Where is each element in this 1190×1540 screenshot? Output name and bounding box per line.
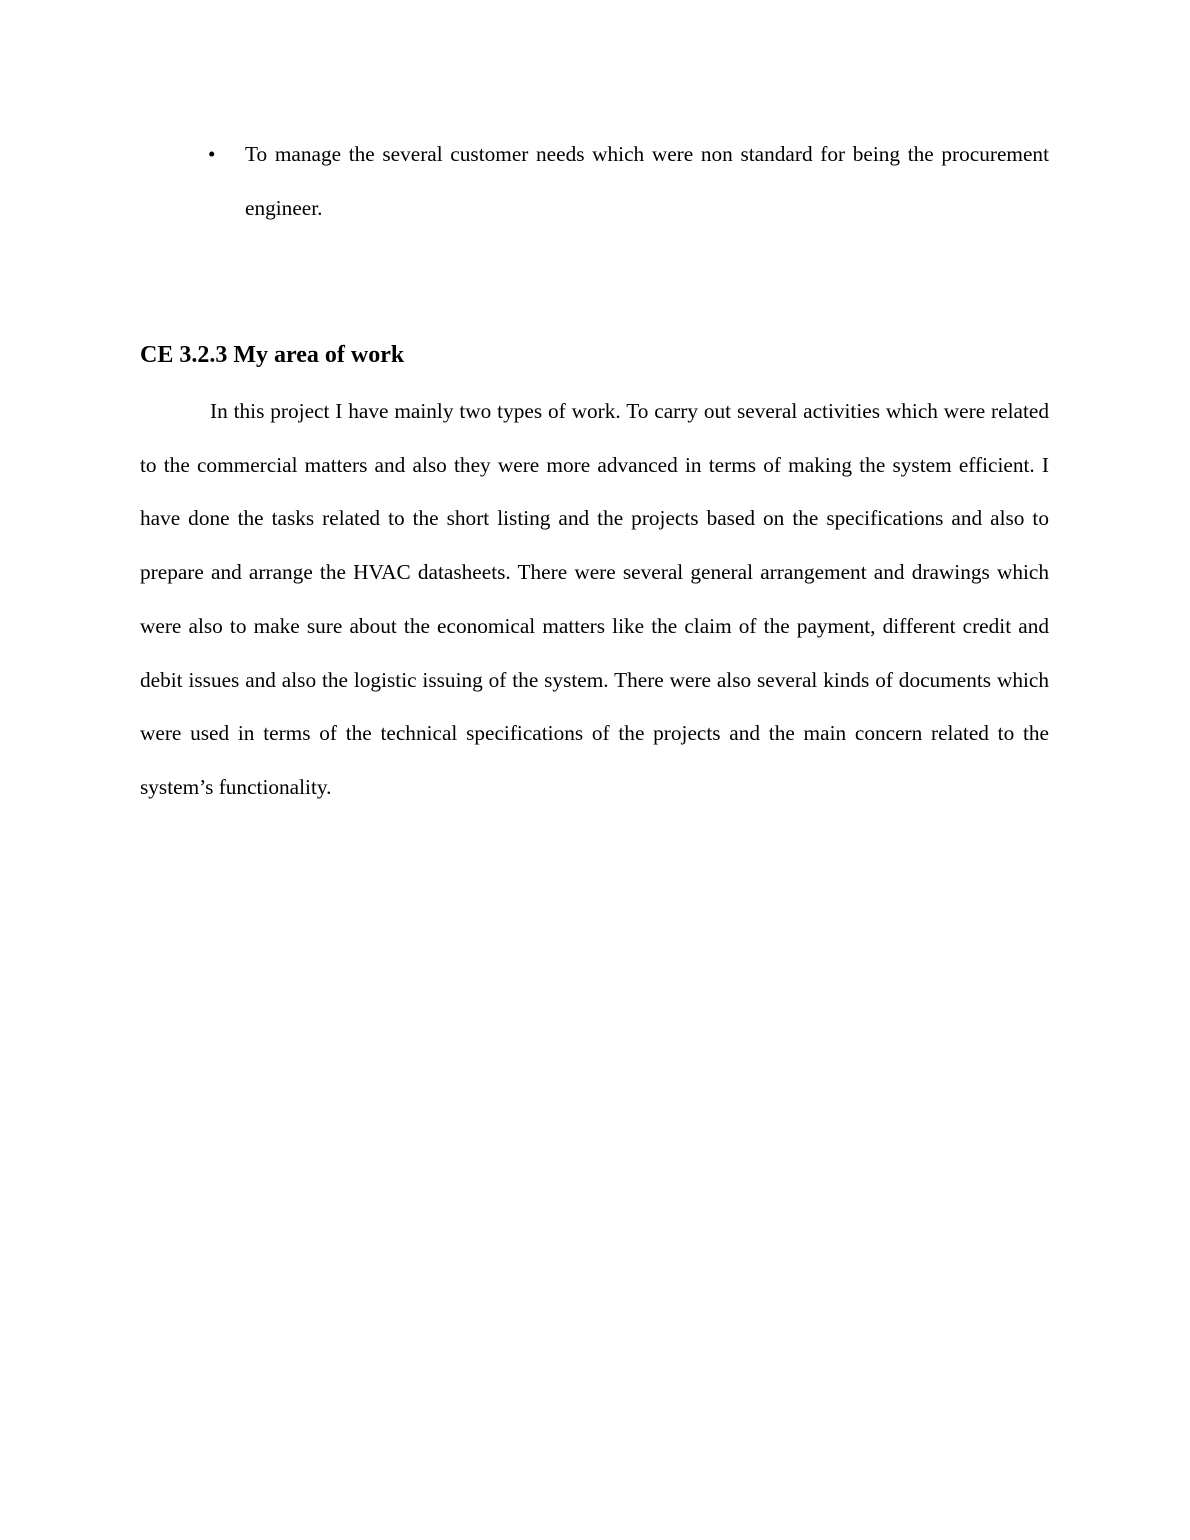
section-heading: CE 3.2.3 My area of work: [140, 342, 405, 368]
bullet-item-text: To manage the several customer needs which were non standard for being the procurement engineer.: [245, 142, 1049, 220]
bullet-point-icon: •: [208, 142, 216, 166]
section-paragraph: In this project I have mainly two types of work. To carry out several activities which were related to the commercial matters and also they were more advanced in terms of making the system efficient. I have done the tasks related to the short listing and the projects based on the specifications and also to prepare and arrange the HVAC datasheets. There were several general arrangement and drawings which were also to make sure about the economical matters like the claim of the payment, different credit and debit issues and also the logistic issuing of the system. There were also several kinds of documents which were used in terms of the technical specifications of the projects and the main concern related to the system’s functionality.: [140, 399, 1049, 799]
bullet-list-item: [140, 127, 1049, 235]
bullet-list: [140, 127, 1049, 235]
